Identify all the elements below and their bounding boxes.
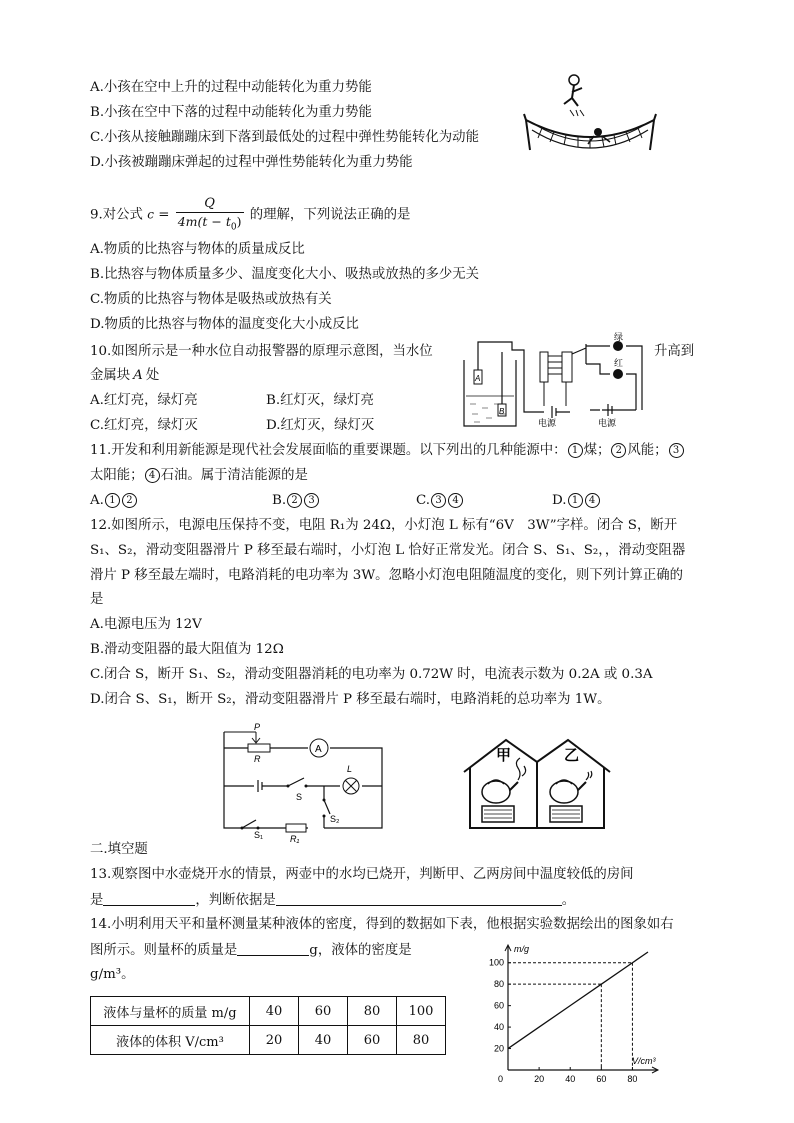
circled-number-1: 1 [568,443,583,458]
table-cell: 100 [397,997,446,1026]
formula-den-main: 4m(t − t [177,214,231,229]
q13-text-b: ，判断依据是 [195,893,276,908]
mass-volume-chart [474,942,674,1090]
q14-text-b: g，液体的密度是 [309,943,412,958]
q11-line-1 [90,442,685,460]
table-cell: 80 [397,1026,446,1055]
q14-line-3: g/m³。 [90,967,135,982]
q11-option-d: D. 1 4 [552,492,601,510]
q13-text-a: 是 [90,893,104,908]
q12-option-a: A.电源电压为 12V [90,617,202,632]
y-tick-label: 40 [493,1022,504,1033]
trampoline-illustration [520,70,660,162]
q13-answer-blank-2[interactable] [276,891,562,906]
x-axis-label: V/cm³ [632,1056,656,1066]
q14-line-1: 14.小明利用天平和量杯测量某种液体的密度，得到的数据如下表，他根据实验数据绘出的图象如右 [90,917,674,932]
block-b-label: B [499,407,505,416]
y-tick-label: 100 [488,957,504,968]
y-tick-label: 80 [493,979,504,990]
q13-text-c: 。 [561,893,576,908]
formula-fraction [176,196,244,233]
switch-s-label: S [296,792,303,802]
circled-number-2: 2 [611,443,626,458]
q10-option-b: B.红灯灭，绿灯亮 [266,393,374,408]
q10-option-c: C.红灯亮，绿灯灭 [90,418,198,433]
x-tick-label: 80 [627,1074,638,1084]
q9-option-c: C.物质的比热容与物体是吸热或放热有关 [90,292,332,307]
q8-option-b: B.小孩在空中下落的过程中动能转化为重力势能 [90,105,372,120]
room-jia-label: 甲 [496,747,512,764]
red-lamp-label: 红 [614,358,624,368]
q12-circuit-diagram [212,722,392,844]
switch-s2-label: S₂ [330,814,340,824]
slider-p-label: P [254,722,261,732]
q14-line-2 [90,941,412,960]
q13-line-1: 13.观察图中水壶烧开水的情景，两壶中的水均已烧开，判断甲、乙两房间中温度较低的房间 [90,867,634,882]
q9-stem [90,198,410,232]
q14-data-table [90,996,446,1055]
q8-option-d: D.小孩被蹦蹦床弹起的过程中弹性势能转化为重力势能 [90,155,413,170]
q10-stem-c-var: A [133,368,143,383]
q13-answer-blank-1[interactable] [103,891,195,906]
resistor-r1-label: R₁ [290,834,300,844]
x-tick-label: 20 [534,1074,545,1084]
formula-den-close: ) [236,214,242,229]
q13-line-2 [90,891,575,910]
table-row [91,1026,446,1055]
switch-s1-label: S₁ [254,830,264,840]
q12-option-d: D.闭合 S、S₁，断开 S₂，滑动变阻器滑片 P 移至最右端时，电路消耗的总功率为 1W。 [90,692,611,707]
table-cell: 20 [250,1026,299,1055]
q9-option-b: B.比热容与物体质量多少、温度变化大小、吸热或放热的多少无关 [90,267,480,282]
series-line [508,952,648,1049]
q10-stem-b: 升高到 [654,344,695,359]
two-rooms-kettle-illustration [460,736,614,832]
q11-option-b: B. 2 3 [272,492,320,510]
table-cell: 60 [348,1026,397,1055]
q14-text-a: 图所示。则量杯的质量是 [90,943,238,958]
circled-number-4: 4 [145,468,160,483]
origin-label: 0 [498,1074,504,1084]
q11-line-2 [90,467,308,485]
q12-line-1: 12.如图所示，电源电压保持不变，电阻 R₁为 24Ω，小灯泡 L 标有“6V 3W”字样。闭合 S，断开 [90,518,678,533]
formula-numerator: Q [204,196,215,211]
q14-answer-blank-1[interactable] [237,941,309,956]
energy-solar: 太阳能； [90,468,144,483]
x-tick-label: 40 [565,1074,576,1084]
ammeter-label: A [315,744,322,755]
q9-option-d: D.物质的比热容与物体的温度变化大小成反比 [90,317,359,332]
table-row-label: 液体的体积 V/cm³ [91,1026,250,1055]
q9-option-a: A.物质的比热容与物体的质量成反比 [90,242,305,257]
q9-prefix: 9.对公式 [90,207,143,223]
q12-line-3: 滑片 P 移至最左端时，电路消耗的电功率为 3W。忽略小灯泡电阻随温度的变化，则下列计算正确的 [90,568,684,583]
q9-suffix: 的理解，下列说法正确的是 [249,207,411,223]
circled-number-3: 3 [669,443,684,458]
table-row [91,997,446,1026]
table-cell: 40 [299,1026,348,1055]
table-cell: 40 [250,997,299,1026]
formula-den-sub: 0 [230,222,237,233]
q8-option-a: A.小孩在空中上升的过程中动能转化为重力势能 [90,80,372,95]
q10-stem-c [90,367,159,385]
table-row-label: 液体与量杯的质量 m/g [91,997,250,1026]
formula-denominator [176,212,244,233]
water-alarm-diagram [460,334,650,430]
green-lamp-label: 绿 [614,332,624,342]
y-axis-label: m/g [514,944,530,954]
power-source-1-label: 电源 [538,418,557,428]
table-cell: 60 [299,997,348,1026]
formula-equals: = [158,207,170,223]
power-source-2-label: 电源 [598,418,617,428]
resistor-r-label: R [254,754,261,764]
formula-c: c [147,207,154,222]
table-cell: 80 [348,997,397,1026]
q10-option-a: A.红灯亮，绿灯亮 [90,393,198,408]
section-title-fill-blank: 二.填空题 [90,842,148,857]
x-tick-label: 60 [596,1074,607,1084]
room-yi-label: 乙 [564,747,580,764]
q10-stem-a: 10.如图所示是一种水位自动报警器的原理示意图，当水位 [90,344,433,359]
y-tick-label: 20 [493,1043,504,1054]
q11-option-c: C. 3 4 [416,492,464,510]
q10-stem-c-end: 处 [145,368,160,383]
block-a-label: A [475,374,481,383]
energy-wind: 风能； [627,443,668,458]
q12-line-4: 是 [90,592,104,607]
energy-coal: 煤； [583,443,611,458]
lamp-l-label: L [347,764,353,774]
y-tick-label: 60 [493,1000,504,1011]
q12-option-b: B.滑动变阻器的最大阻值为 12Ω [90,642,284,657]
q11-question: 石油。属于清洁能源的是 [160,468,308,483]
q10-option-d: D.红灯灭，绿灯灭 [266,418,375,433]
q11-stem: 11.开发和利用新能源是现代社会发展面临的重要课题。以下列出的几种能源中： [90,443,567,458]
q10-stem-c-text: 金属块 [90,368,131,383]
q8-option-c: C.小孩从接触蹦蹦床到下落到最低处的过程中弹性势能转化为动能 [90,130,479,145]
q12-line-2: S₁、S₂，滑动变阻器滑片 P 移至最右端时，小灯泡 L 恰好正常发光。闭合 S、S₁、S₂，，滑动变阻器 [90,543,686,558]
q12-option-c: C.闭合 S，断开 S₁、S₂，滑动变阻器消耗的电功率为 0.72W 时，电流表示数为 0.2A 或 0.3A [90,667,653,682]
q11-option-a: A. 1 2 [90,492,138,510]
